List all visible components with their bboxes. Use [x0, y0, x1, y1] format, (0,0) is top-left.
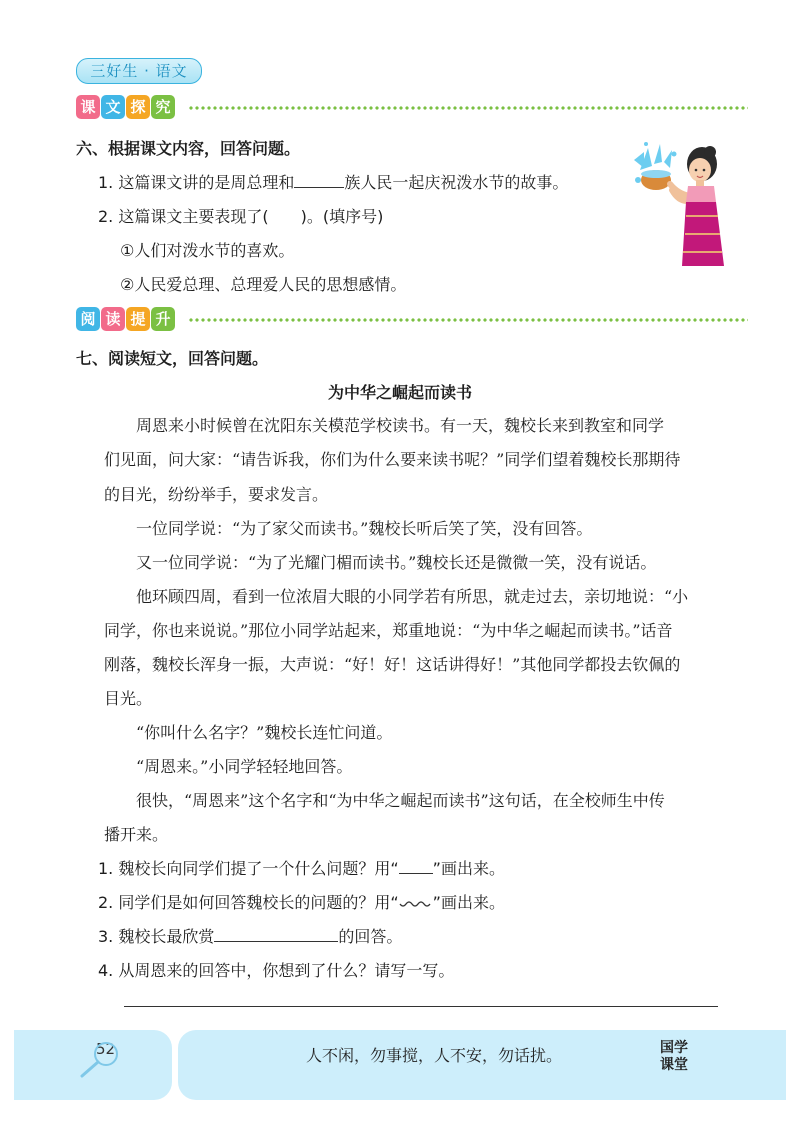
q7-2-text-before: 2. 同学们是如何回答魏校长的问题的？用“ [98, 893, 399, 912]
section-badge-char: 读 [101, 307, 125, 331]
passage-line: 目光。 [104, 689, 153, 708]
footer-label-line: 课堂 [660, 1057, 688, 1073]
wavy-line-sample [399, 898, 433, 908]
footer-label-line: 国学 [660, 1040, 688, 1056]
section-badge-char: 提 [126, 307, 150, 331]
q6-1-text-before: 1. 这篇课文讲的是周总理和 [98, 173, 295, 192]
question-7-item-4: 4. 从周恩来的回答中，你想到了什么？请写一写。 [98, 961, 455, 980]
q7-3-text-before: 3. 魏校长最欣赏 [98, 927, 215, 946]
q7-1-text-before: 1. 魏校长向同学们提了一个什么问题？用“ [98, 859, 399, 878]
passage-line: 的目光，纷纷举手，要求发言。 [104, 485, 329, 504]
question-7-title: 七、阅读短文，回答问题。 [76, 349, 269, 368]
section-header-text-inquiry [76, 94, 676, 120]
question-7-item-1 [98, 856, 505, 879]
passage-line: 他环顾四周，看到一位浓眉大眼的小同学若有所思，就走过去，亲切地说：“小 [136, 587, 689, 606]
answer-blank[interactable] [294, 173, 344, 188]
footer-motto: 人不闲，勿事搅，人不安，勿话扰。 [306, 1046, 563, 1065]
passage-title: 为中华之崛起而读书 [327, 383, 472, 402]
question-6-item-2: 2. 这篇课文主要表现了( )。(填序号) [98, 207, 384, 226]
section-badge-char: 文 [101, 95, 125, 119]
passage-line: 又一位同学说：“为了光耀门楣而读书。”魏校长还是微微一笑，没有说话。 [136, 553, 657, 572]
question-6-title: 六、根据课文内容，回答问题。 [76, 139, 301, 158]
q7-3-text-after: 的回答。 [338, 927, 403, 946]
option-1: ①人们对泼水节的喜欢。 [120, 241, 295, 260]
footer-label [660, 1040, 688, 1074]
water-festival-girl-illustration [630, 140, 730, 268]
passage-line: 一位同学说：“为了家父而读书。”魏校长听后笑了笑，没有回答。 [136, 519, 593, 538]
dotted-divider [188, 318, 748, 322]
section-badge-char: 究 [151, 95, 175, 119]
option-2: ②人民爱总理、总理爱人民的思想感情。 [120, 275, 407, 294]
q7-2-text-after: ”画出来。 [432, 893, 505, 912]
passage-line: 周恩来小时候曾在沈阳东关模范学校读书。有一天，魏校长来到教室和同学 [136, 416, 665, 435]
passage-line: 播开来。 [104, 825, 169, 844]
passage-line: 刚落，魏校长浑身一振，大声说：“好！好！这话讲得好！”其他同学都投去钦佩的 [104, 655, 681, 674]
page-number: 52 [96, 1040, 116, 1058]
question-7-item-3 [98, 924, 402, 947]
dotted-divider [188, 106, 748, 110]
section-header-reading [76, 306, 676, 332]
section-badge-char: 阅 [76, 307, 100, 331]
q7-1-text-after: ”画出来。 [432, 859, 505, 878]
question-6-item-1 [98, 170, 568, 193]
q6-1-text-after: 族人民一起庆祝泼水节的故事。 [344, 173, 569, 192]
answer-blank[interactable] [214, 927, 338, 942]
underline-sample [399, 863, 433, 874]
book-tag: 三好生 · 语文 [76, 58, 202, 84]
passage-line: 很快，“周恩来”这个名字和“为中华之崛起而读书”这句话，在全校师生中传 [136, 791, 665, 810]
magnifier-icon [76, 1040, 120, 1080]
section-badge-char: 升 [151, 307, 175, 331]
answer-line[interactable] [124, 1006, 718, 1007]
passage-line: 同学，你也来说说。”那位小同学站起来，郑重地说：“为中华之崛起而读书。”话音 [104, 621, 673, 640]
passage-line: “你叫什么名字？”魏校长连忙问道。 [136, 723, 393, 742]
passage-line: “周恩来。”小同学轻轻地回答。 [136, 757, 353, 776]
section-badge-char: 探 [126, 95, 150, 119]
section-badge-char: 课 [76, 95, 100, 119]
question-7-item-2 [98, 890, 505, 913]
passage-line: 们见面，问大家：“请告诉我，你们为什么要来读书呢？”同学们望着魏校长那期待 [104, 450, 681, 469]
